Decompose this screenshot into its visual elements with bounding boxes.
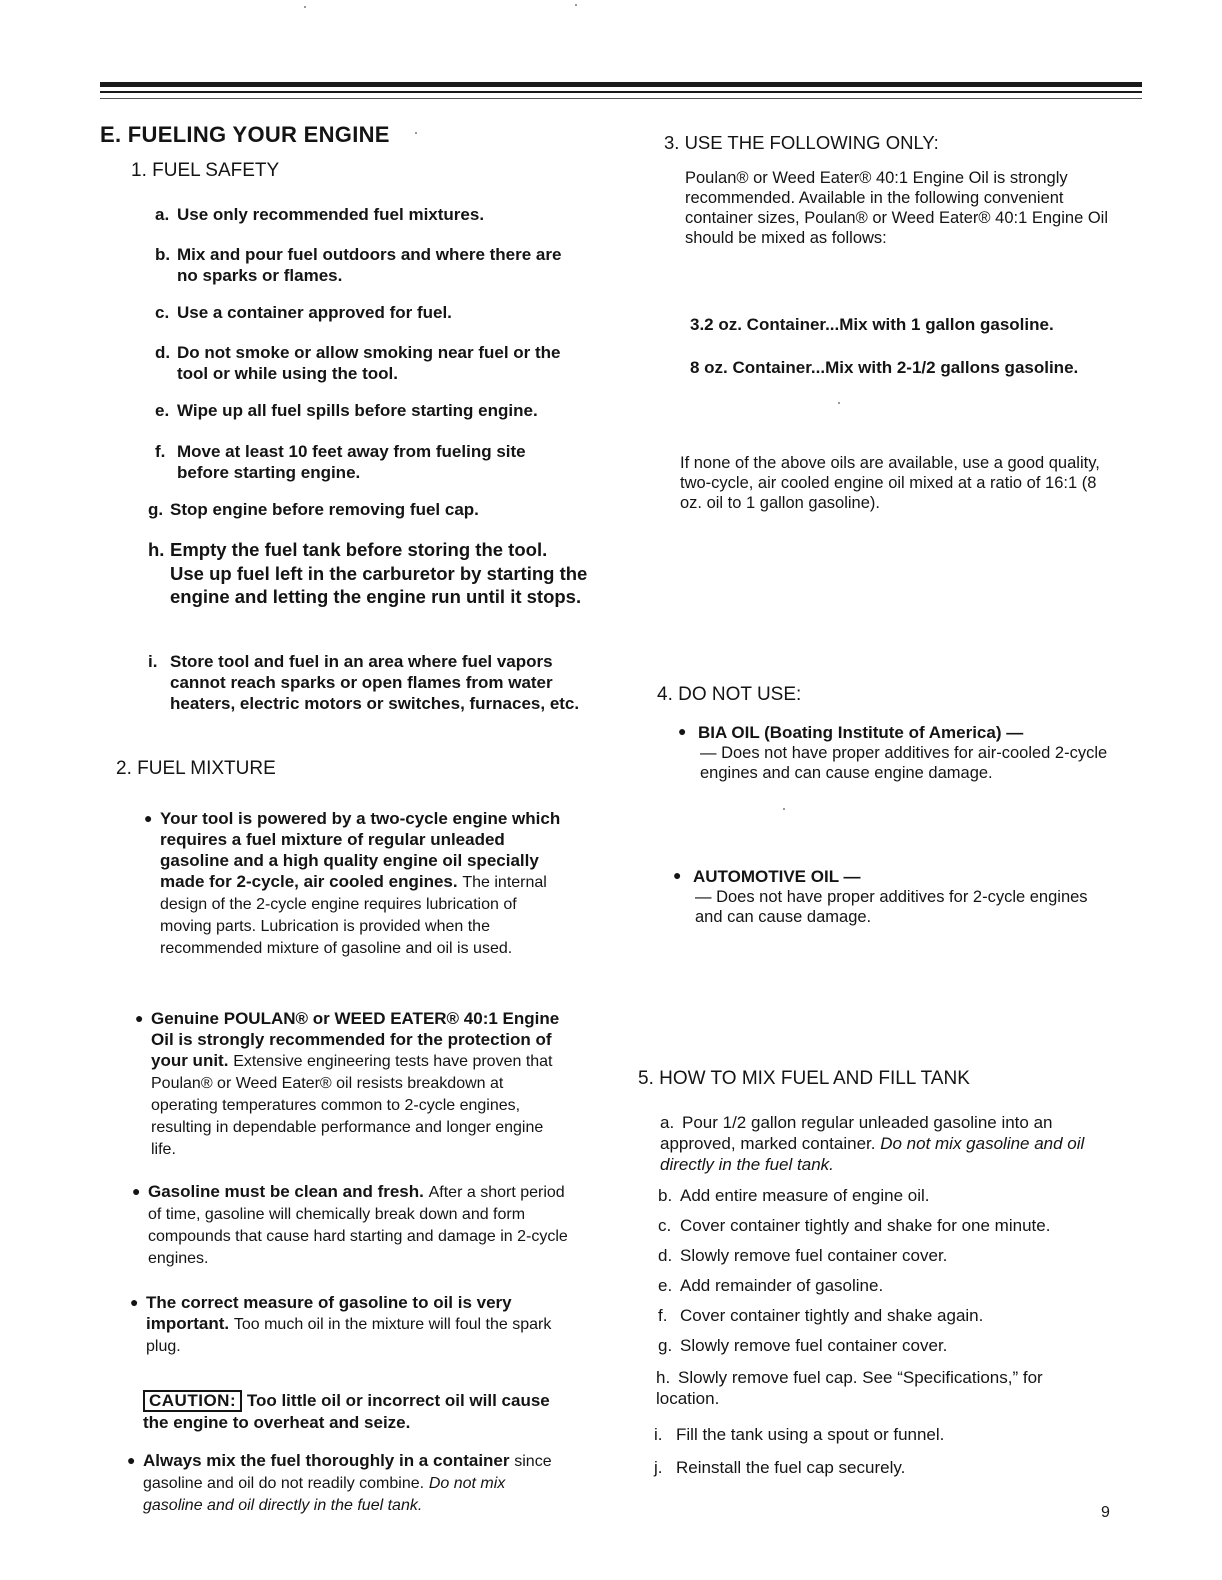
item-text: Do not smoke or allow smoking near fuel or the [177, 343, 561, 362]
step-label: g. [658, 1336, 673, 1355]
bullet-lead: Gasoline must be clean and fresh. [148, 1182, 424, 1201]
step-text: Pour 1/2 gallon regular unleaded gasoline into an approved, marked container. [660, 1113, 1053, 1153]
mix-step [660, 1112, 1100, 1175]
automotive-oil-warning [673, 866, 1103, 927]
item-text: Move at least 10 feet away from fueling site [177, 442, 526, 461]
bullet-lead: Always mix the fuel thoroughly in a container [143, 1451, 510, 1470]
item-text: Stop engine before removing fuel cap. [170, 500, 479, 519]
mix-step [658, 1185, 1098, 1206]
mixture-bullet [132, 1181, 568, 1269]
bullet-text: The internal design of the 2-cycle engine requires lubrication of moving parts. Lubrication is provided when the recommended mixture of gasoline and oil is used. [160, 874, 547, 957]
caution-note [143, 1390, 573, 1433]
safety-item [155, 244, 595, 286]
safety-item [148, 499, 588, 520]
caution-text: Too little oil or incorrect oil will cause the engine to overheat and seize. [143, 1391, 550, 1432]
bullet-icon: ● [678, 723, 687, 739]
mixture-bullet [127, 1450, 568, 1516]
bullet-icon: ● [127, 1452, 136, 1468]
item-label: g. [148, 500, 164, 519]
header-rule-thick [100, 82, 1142, 87]
step-label: e. [658, 1276, 673, 1295]
bullet-icon: ● [673, 867, 682, 883]
item-text: Store tool and fuel in an area where fuel vapors [170, 652, 553, 671]
bia-oil-title: BIA OIL (Boating Institute of America) — [698, 723, 1024, 742]
bullet-italic-text: Do not mix gasoline and oil directly in the fuel tank. [143, 1475, 506, 1514]
bullet-icon: ● [132, 1183, 141, 1199]
item-continuation: Use up fuel left in the carburetor by starting the engine and letting the engine run until it stops. [170, 562, 588, 607]
item-label: e. [155, 401, 170, 420]
step-label: h. [656, 1368, 671, 1387]
scan-speck [304, 6, 306, 8]
do-not-use-heading: 4. DO NOT USE: [657, 684, 802, 705]
page-number: 9 [1101, 1504, 1110, 1521]
item-continuation: tool or while using the tool. [177, 364, 398, 383]
use-following-heading: 3. USE THE FOLLOWING ONLY: [664, 132, 939, 153]
fallback-oil-note: If none of the above oils are available, use a good quality, two-cycle, air cooled engine oil mixed at a ratio of 16:1 (8 oz. oil to 1 gallon gasoline). [680, 454, 1100, 512]
item-continuation: before starting engine. [177, 463, 361, 482]
fuel-mixture-heading: 2. FUEL MIXTURE [116, 758, 276, 779]
step-text: Slowly remove fuel container cover. [680, 1246, 948, 1265]
item-label: f. [155, 442, 166, 461]
mixture-bullet [144, 808, 570, 959]
safety-item [148, 538, 594, 609]
safety-item [155, 204, 595, 225]
item-label: c. [155, 303, 170, 322]
mix-step [658, 1335, 1098, 1356]
item-text: Use only recommended fuel mixtures. [177, 205, 485, 224]
step-label: f. [658, 1306, 668, 1325]
item-label: d. [155, 343, 171, 362]
mix-step [656, 1367, 1076, 1409]
mix-step [654, 1424, 1094, 1445]
step-text: Slowly remove fuel cap. See “Specifications,” for location. [656, 1368, 1043, 1408]
bullet-text: After a short period of time, gasoline will chemically break down and form compounds that cause hard starting and damage in 2-cycle engines. [148, 1184, 568, 1267]
item-continuation: no sparks or flames. [177, 266, 343, 285]
use-following-intro: Poulan® or Weed Eater® 40:1 Engine Oil is strongly recommended. Available in the following convenient container sizes, Poulan® or Weed Eater® 40:1 Engine Oil should be mixed as follows: [685, 169, 1108, 247]
bullet-lead: Genuine POULAN® or WEED EATER® 40:1 Engine Oil is strongly recommended for the protection of your unit. [151, 1009, 560, 1070]
bullet-text: Extensive engineering tests have proven that Poulan® or Weed Eater® oil resists breakdown at operating temperatures common to 2-cycle engines, resulting in dependable performance and longer engine life. [151, 1053, 553, 1158]
item-label: a. [155, 205, 170, 224]
how-to-mix-heading: 5. HOW TO MIX FUEL AND FILL TANK [638, 1068, 970, 1089]
bullet-text: Too much oil in the mixture will foul the spark plug. [146, 1316, 552, 1355]
item-text: Wipe up all fuel spills before starting engine. [177, 401, 538, 420]
automotive-oil-title: AUTOMOTIVE OIL — [693, 867, 861, 886]
bullet-lead: The correct measure of gasoline to oil is very important. [146, 1293, 512, 1333]
safety-item [155, 441, 595, 483]
item-text: Empty the fuel tank before storing the tool. [170, 539, 548, 560]
scan-speck [415, 132, 417, 134]
bullet-icon: ● [144, 810, 153, 826]
mix-ratio-small: 3.2 oz. Container...Mix with 1 gallon gasoline. [690, 315, 1054, 334]
bia-oil-warning [678, 722, 1108, 783]
scan-speck [575, 4, 577, 6]
step-label: a. [660, 1113, 675, 1132]
step-label: i. [654, 1425, 663, 1444]
bullet-lead: Your tool is powered by a two-cycle engine which requires a fuel mixture of regular unleaded gasoline and a high quality engine oil specially made for 2-cycle, air cooled engines. [160, 809, 561, 891]
mixture-bullet [135, 1008, 567, 1160]
scan-speck [838, 402, 840, 404]
step-text: Add remainder of gasoline. [680, 1276, 884, 1295]
caution-label: CAUTION: [143, 1390, 242, 1412]
bullet-icon: ● [135, 1010, 144, 1026]
safety-item [148, 651, 588, 714]
automotive-oil-text: — Does not have proper additives for 2-cycle engines and can cause damage. [695, 888, 1088, 926]
bullet-icon: ● [130, 1294, 139, 1310]
step-text: Slowly remove fuel container cover. [680, 1336, 948, 1355]
header-rule-hairline [100, 98, 1142, 99]
mixture-bullet [130, 1292, 566, 1357]
step-text: Cover container tightly and shake again. [680, 1306, 984, 1325]
scan-speck [783, 808, 785, 810]
item-label: h. [148, 539, 165, 560]
step-text: Add entire measure of engine oil. [680, 1186, 930, 1205]
section-title: E. FUELING YOUR ENGINE [100, 122, 390, 147]
step-text: Reinstall the fuel cap securely. [676, 1458, 906, 1477]
item-text: Use a container approved for fuel. [177, 303, 452, 322]
step-label: b. [658, 1186, 673, 1205]
safety-item [155, 302, 595, 323]
step-label: c. [658, 1216, 672, 1235]
bia-oil-text: — Does not have proper additives for air-cooled 2-cycle engines and can cause engine damage. [700, 744, 1108, 782]
bullet-text: since gasoline and oil do not readily combine. [143, 1453, 552, 1492]
mix-step [658, 1245, 1098, 1266]
item-label: i. [148, 652, 158, 671]
mix-step [658, 1305, 1098, 1326]
step-text: Cover container tightly and shake for one minute. [680, 1216, 1051, 1235]
header-rule-thin [100, 91, 1142, 93]
item-label: b. [155, 245, 171, 264]
step-label: j. [654, 1458, 663, 1477]
step-text: Fill the tank using a spout or funnel. [676, 1425, 945, 1444]
mix-step [654, 1457, 1094, 1478]
item-text: Mix and pour fuel outdoors and where there are [177, 245, 562, 264]
safety-item [155, 400, 595, 421]
step-label: d. [658, 1246, 673, 1265]
step-italic-text: Do not mix gasoline and oil directly in the fuel tank. [660, 1134, 1085, 1174]
fuel-safety-heading: 1. FUEL SAFETY [131, 160, 280, 181]
mix-ratio-large: 8 oz. Container...Mix with 2-1/2 gallons gasoline. [690, 358, 1079, 377]
item-continuation: cannot reach sparks or open flames from water heaters, electric motors or switches, furnaces, etc. [170, 673, 580, 713]
mix-step [658, 1215, 1108, 1236]
safety-item [155, 342, 595, 384]
mix-step [658, 1275, 1098, 1296]
